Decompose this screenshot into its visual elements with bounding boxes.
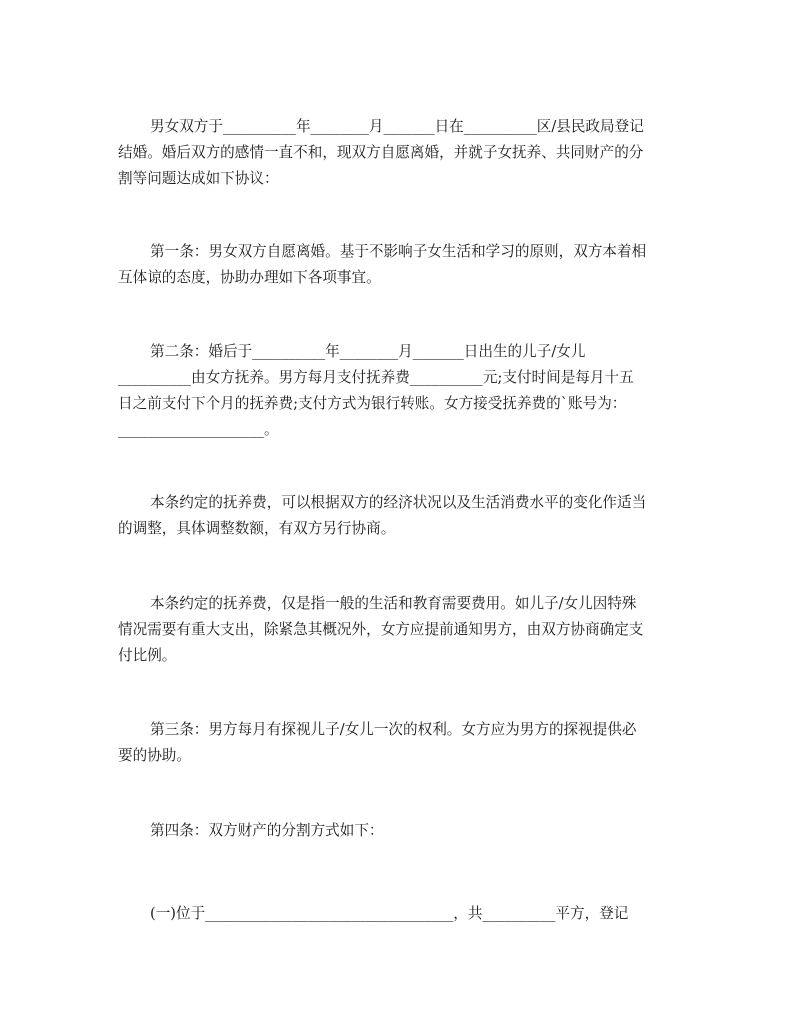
scope-line-2: 情况需要有重大支出，除紧急其概况外，女方应提前通知男方，由双方协商确定支 (118, 621, 644, 638)
article3-line-2: 要的协助。 (118, 747, 191, 764)
article2-line-4: ____________________。 (118, 421, 279, 438)
adjust-line-1: 本条约定的抚养费，可以根据双方的经济状况以及生活消费水平的变化作适当 (150, 494, 647, 511)
article4-line-1: 第四条：双方财产的分割方式如下： (150, 822, 384, 839)
article2-line-2: __________由女方抚养。男方每月支付抚养费__________元;支付时间是每月十五 (118, 369, 634, 386)
intro-line-1: 男女双方于__________年________月_______日在__________区/县民政局登记 (150, 118, 644, 135)
scope-line-1: 本条约定的抚养费，仅是指一般的生活和教育需要费用。如儿子/女儿因特殊 (150, 595, 637, 612)
adjust-line-2: 的调整，具体调整数额，有双方另行协商。 (118, 520, 396, 537)
scope-line-3: 付比例。 (118, 647, 177, 664)
article1-line-1: 第一条：男女双方自愿离婚。基于不影响子女生活和学习的原则，双方本着相 (150, 243, 647, 260)
article1-line-2: 互体谅的态度，协助办理如下各项事宜。 (118, 269, 381, 286)
intro-line-2: 结婚。婚后双方的感情一直不和，现双方自愿离婚，并就子女抚养、共同财产的分 (118, 144, 644, 161)
article2-line-1: 第二条：婚后于__________年________月_______日出生的儿子/女儿 (150, 343, 586, 360)
item1-line-1: (一)位于__________________________________，共__________平方，登记 (150, 905, 629, 922)
intro-line-3: 割等问题达成如下协议： (118, 170, 279, 187)
article3-line-1: 第三条：男方每月有探视儿子/女儿一次的权利。女方应为男方的探视提供必 (150, 721, 637, 738)
article2-line-3: 日之前支付下个月的抚养费;支付方式为银行转账。女方接受抚养费的`账号为： (118, 395, 627, 412)
